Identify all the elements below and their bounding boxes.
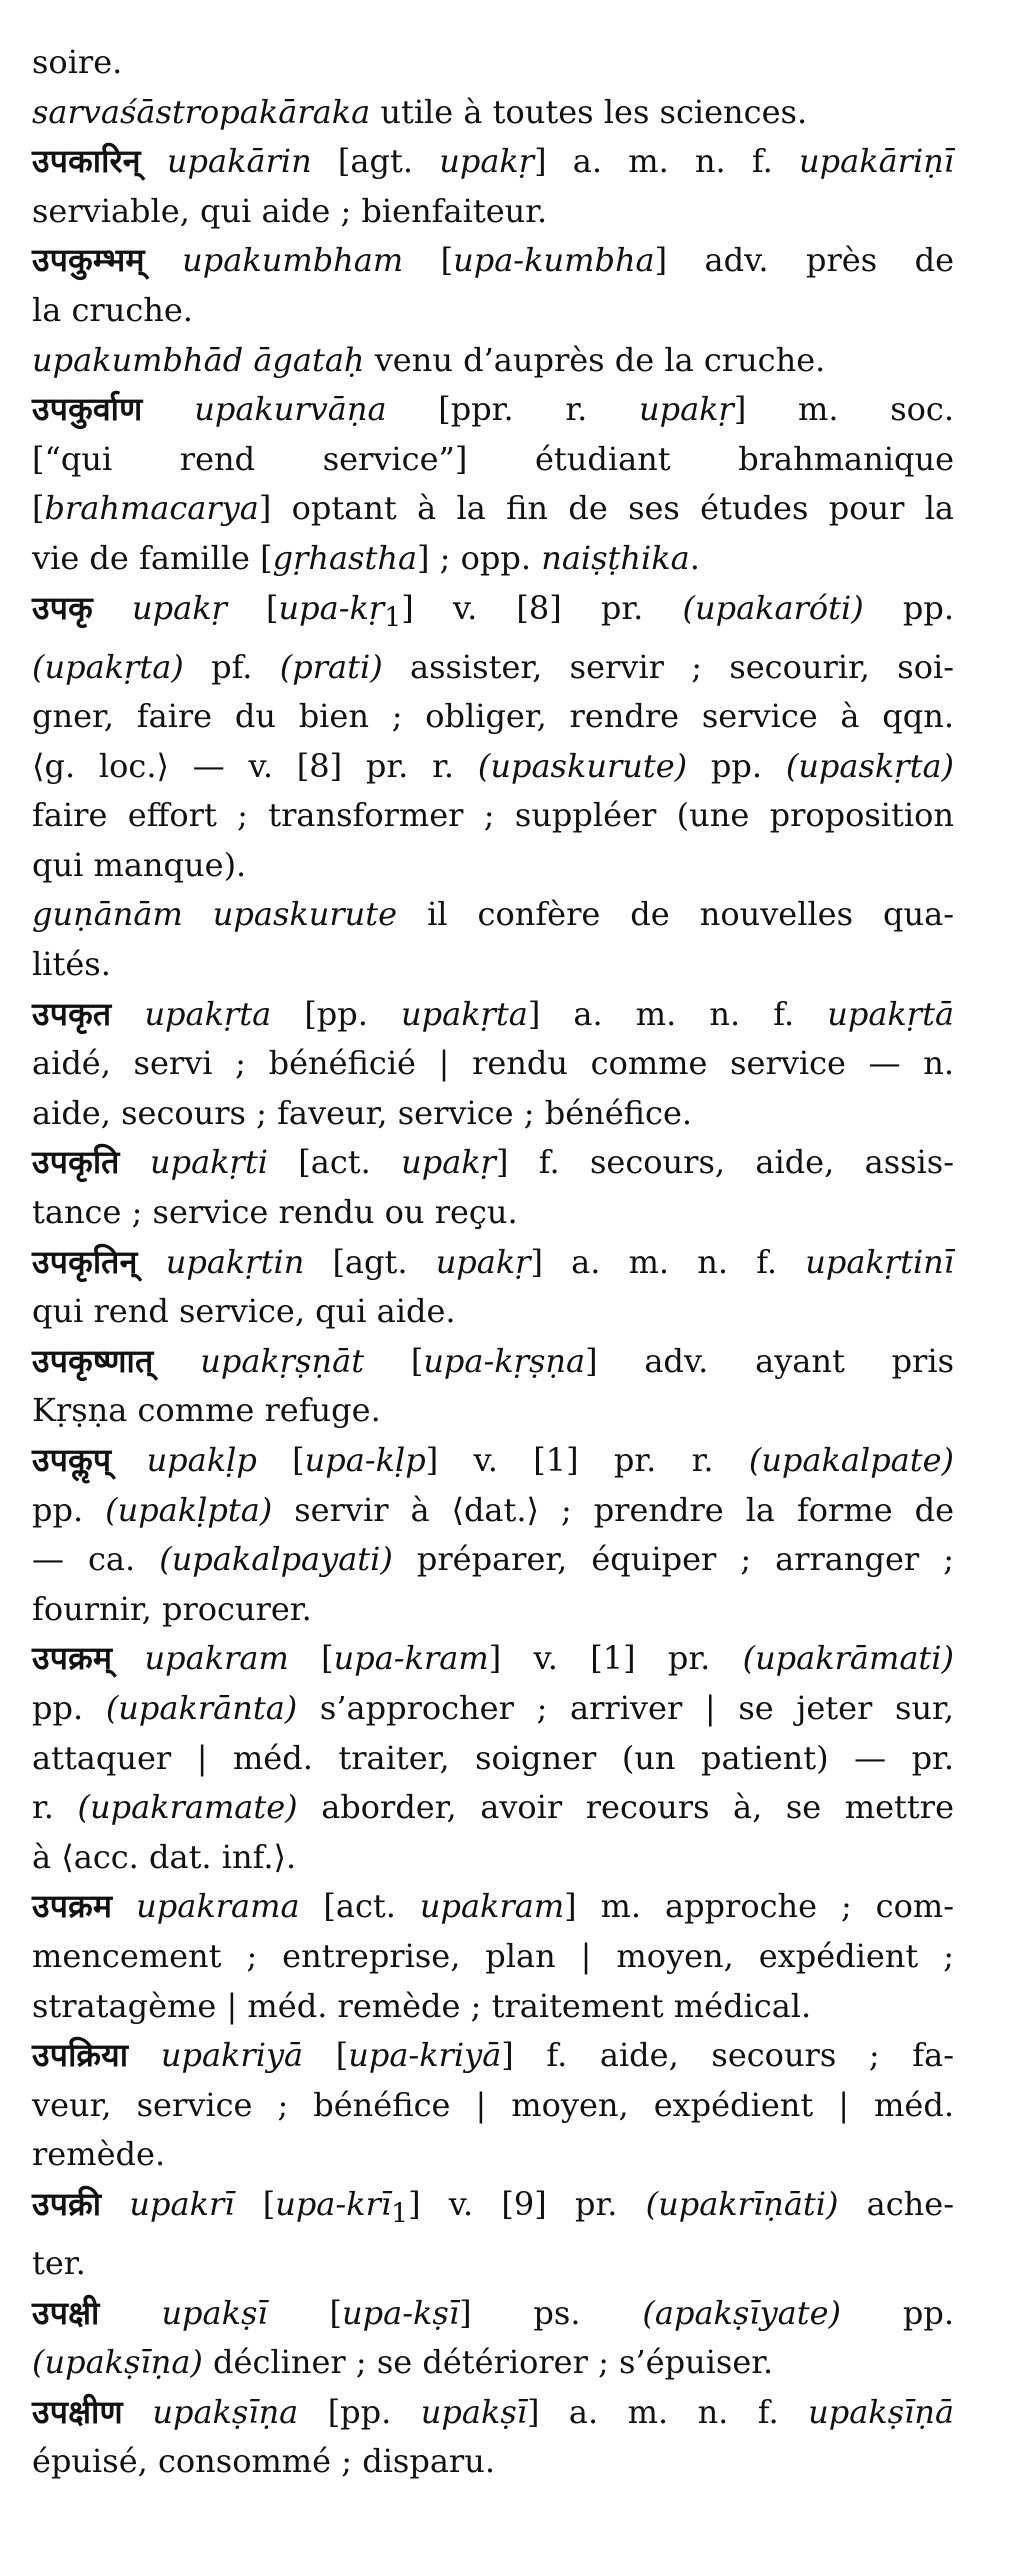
definition-text: ] a. m. n. f. <box>530 1242 806 1281</box>
definition-text <box>112 1639 144 1677</box>
definition-text: [ <box>403 241 454 280</box>
definition-text: servir à ⟨dat.⟩ ; prendre la forme de <box>272 1490 955 1529</box>
definition-text: mencement ; entreprise, plan | moyen, expédient ; <box>32 1936 954 1975</box>
entry-line <box>32 742 954 792</box>
entry-line <box>32 236 954 286</box>
entry-line <box>32 2388 954 2438</box>
entry-line <box>32 584 954 643</box>
definition-text: r. <box>32 1788 78 1827</box>
entry-line <box>32 2338 954 2388</box>
entry-line <box>32 1486 954 1536</box>
italic-term: upa-kram <box>333 1639 489 1678</box>
definition-text: aide, secours ; faveur, service ; bénéfice. <box>32 1093 693 1132</box>
entry-line <box>32 2239 954 2289</box>
headword-devanagari: उपक्षी <box>32 2293 100 2332</box>
entry-line <box>32 286 954 336</box>
definition-text: ] ; opp. <box>417 538 542 577</box>
definition-text: tance ; service rendu ou reçu. <box>32 1193 518 1232</box>
entry-line <box>32 1982 954 2032</box>
entry-line <box>32 2289 954 2339</box>
definition-text: ] a. m. n. f. <box>534 142 800 181</box>
definition-text: fournir, procurer. <box>32 1589 312 1628</box>
dictionary-entry <box>32 1337 954 1436</box>
italic-term: upakṣīṇā <box>808 2392 955 2431</box>
italic-term: upa-kṛṣṇa <box>423 1341 586 1380</box>
definition-text <box>100 2294 162 2332</box>
definition-text: décliner ; se détériorer ; s’épuiser. <box>202 2343 774 2382</box>
italic-term: (upakramate) <box>77 1788 298 1827</box>
entry-line <box>32 1833 954 1883</box>
italic-term: (upakṣīṇa) <box>32 2343 203 2382</box>
definition-text: ] optant à la fin de ses études pour la <box>258 489 954 528</box>
italic-term: upa-kumbha <box>453 241 655 280</box>
dictionary-entry <box>32 1436 954 1634</box>
entry-line <box>32 1287 954 1337</box>
italic-term: naiṣṭhika <box>541 538 690 577</box>
definition-text: serviable, qui aide ; bienfaiteur. <box>32 191 548 230</box>
definition-text: [ <box>364 1341 424 1380</box>
italic-term: (upaskurute) <box>477 746 688 785</box>
subscript-number: 1 <box>391 2198 409 2230</box>
definition-text: — ca. <box>32 1540 160 1579</box>
dictionary-entry <box>32 584 954 990</box>
definition-text: . <box>689 538 700 577</box>
definition-text: il confère de nouvelles qua- <box>397 895 955 934</box>
italic-term: upa-krī <box>275 2184 392 2223</box>
definition-text: ache- <box>838 2184 955 2223</box>
headword-devanagari: उपकारिन् <box>32 142 141 181</box>
definition-text <box>112 1887 136 1925</box>
subscript-number: 1 <box>384 601 402 633</box>
definition-text: [ <box>288 1639 334 1678</box>
italic-term: upakāriṇī <box>799 142 955 181</box>
entry-line <box>32 692 954 742</box>
entry-line <box>32 1634 954 1684</box>
definition-text: épuisé, consommé ; disparu. <box>32 2442 495 2481</box>
italic-term: upakṣī <box>161 2293 268 2332</box>
definition-text: ] adv. ayant pris <box>585 1341 955 1380</box>
definition-text: pp. <box>32 1688 106 1727</box>
italic-term: upakṛta <box>401 994 528 1033</box>
entry-line <box>32 435 954 485</box>
headword-devanagari: उपकृ <box>32 588 93 627</box>
headword-devanagari: उपक्रिया <box>32 2036 129 2075</box>
headword-devanagari: उपक्रम् <box>32 1639 113 1678</box>
definition-text: ] v. [8] pr. <box>401 588 683 627</box>
definition-text: pp. <box>863 588 955 627</box>
definition-text: aidé, servi ; bénéficié | rendu comme service — n. <box>32 1044 954 1083</box>
italic-term: (upakalpayati) <box>159 1540 393 1579</box>
dictionary-entry <box>32 990 954 1139</box>
italic-term: (prati) <box>279 647 383 686</box>
italic-term: sarvaśāstropakāraka <box>32 92 371 131</box>
definition-text: pp. <box>841 2293 955 2332</box>
entry-line <box>32 137 954 187</box>
dictionary-entry <box>32 38 954 137</box>
definition-text: ] f. secours, aide, assis- <box>495 1143 955 1182</box>
entry-line <box>32 38 954 88</box>
headword-devanagari: उपकृष्णात् <box>32 1341 154 1380</box>
italic-term: (upakalpate) <box>748 1441 955 1480</box>
definition-text <box>143 390 195 428</box>
definition-text: remède. <box>32 2135 166 2174</box>
entry-line <box>32 2130 954 2180</box>
headword-devanagari: उपक्षीण <box>32 2392 123 2431</box>
definition-text <box>145 241 182 279</box>
entry-line <box>32 1089 954 1139</box>
entry-line <box>32 1585 954 1635</box>
entry-line <box>32 534 954 584</box>
italic-term: upakumbhād āgataḥ <box>32 340 365 379</box>
definition-text: ] a. m. n. f. <box>527 994 828 1033</box>
entry-line <box>32 2437 954 2487</box>
headword-devanagari: उपक्रम <box>32 1887 113 1926</box>
italic-term: upakurvāṇa <box>194 390 387 429</box>
definition-text <box>138 1243 166 1281</box>
italic-term: (upakrīṇāti) <box>645 2184 839 2223</box>
entry-line <box>32 88 954 138</box>
italic-term: upakṛtinī <box>805 1242 955 1281</box>
definition-text: [agt. <box>304 1242 436 1281</box>
italic-term: upa-kṣī <box>342 2293 460 2332</box>
dictionary-entry <box>32 2180 954 2289</box>
entry-line <box>32 1039 954 1089</box>
definition-text: vie de famille [ <box>32 538 273 577</box>
dictionary-entry <box>32 2289 954 2388</box>
definition-text: [ <box>32 489 45 528</box>
entry-line <box>32 940 954 990</box>
italic-term: upakṛ <box>638 390 734 429</box>
headword-devanagari: उपकुर्वाण <box>32 390 143 429</box>
entry-line <box>32 841 954 891</box>
dictionary-entry <box>32 1634 954 1882</box>
definition-text: ] m. approche ; com- <box>564 1887 955 1926</box>
italic-term: upakṛ <box>439 142 535 181</box>
entry-line <box>32 990 954 1040</box>
italic-term: upa-kṛ <box>278 588 385 627</box>
italic-term: upakram <box>419 1887 565 1926</box>
italic-term: upakṛta <box>144 994 272 1033</box>
definition-text: attaquer | méd. traiter, soigner (un patient) — pr. <box>32 1738 954 1777</box>
definition-text: soire. <box>32 43 123 81</box>
italic-term: upakṣī <box>420 2392 527 2431</box>
entry-line <box>32 643 954 693</box>
entry-line <box>32 890 954 940</box>
italic-term: upakṛtā <box>827 994 955 1033</box>
definition-text: [ <box>267 2293 343 2332</box>
definition-text: s’approcher ; arriver | se jeter sur, <box>297 1688 955 1727</box>
definition-text: ⟨g. loc.⟩ — v. [8] pr. r. <box>32 746 478 785</box>
headword-devanagari: उपक्री <box>32 2184 102 2223</box>
dictionary-entry <box>32 1138 954 1237</box>
definition-text: ] ps. <box>459 2293 643 2332</box>
definition-text <box>93 589 132 627</box>
entry-line <box>32 1436 954 1486</box>
entry-line <box>32 2031 954 2081</box>
entry-line <box>32 187 954 237</box>
entry-line <box>32 1238 954 1288</box>
definition-text: [pp. <box>298 2392 421 2431</box>
definition-text: gner, faire du bien ; obliger, rendre service à qqn. <box>32 697 954 736</box>
definition-text <box>128 2036 161 2074</box>
definition-text: Kṛṣṇa comme refuge. <box>32 1391 381 1430</box>
definition-text: pp. <box>687 746 786 785</box>
entry-line <box>32 1188 954 1238</box>
italic-term: upa-kḷp <box>304 1441 426 1480</box>
entry-line <box>32 1535 954 1585</box>
italic-term: upakriyā <box>160 2036 304 2075</box>
italic-term: upakārin <box>166 142 312 181</box>
italic-term: (upakṛta) <box>32 647 184 686</box>
definition-text: pf. <box>183 647 280 686</box>
italic-term: (upakrānta) <box>105 1688 298 1727</box>
definition-text: venu d’auprès de la cruche. <box>364 340 826 379</box>
definition-text: ] v. [1] pr. <box>488 1639 743 1678</box>
definition-text: aborder, avoir recours à, se mettre <box>297 1788 955 1827</box>
italic-term: upakrī <box>129 2184 235 2223</box>
definition-text: ] adv. près de <box>654 241 954 280</box>
definition-text <box>111 1441 146 1479</box>
dictionary-entry <box>32 236 954 385</box>
definition-text: utile à toutes les sciences. <box>370 92 808 131</box>
definition-text: ] f. aide, secours ; fa- <box>501 2036 955 2075</box>
italic-term: upakṛṣṇāt <box>200 1341 365 1380</box>
dictionary-entry <box>32 1882 954 2031</box>
entry-line <box>32 1386 954 1436</box>
entry-line <box>32 1138 954 1188</box>
definition-text: assister, servir ; secourir, soi- <box>382 647 955 686</box>
italic-term: (upakḷpta) <box>105 1490 273 1529</box>
definition-text: [“qui rend service”] étudiant brahmanique <box>32 439 954 478</box>
definition-text: [act. <box>299 1887 420 1926</box>
definition-text: qui manque). <box>32 845 247 884</box>
definition-text <box>123 2393 152 2431</box>
definition-text: à ⟨acc. dat. inf.⟩. <box>32 1837 297 1876</box>
dictionary-entry <box>32 1238 954 1337</box>
definition-text: [ <box>303 2036 349 2075</box>
definition-text: faire effort ; transformer ; suppléer (une proposition <box>32 796 954 835</box>
definition-text: [agt. <box>311 142 440 181</box>
italic-term: brahmacarya <box>44 489 259 528</box>
headword-devanagari: उपकृतिन् <box>32 1242 138 1281</box>
entry-line <box>32 385 954 435</box>
definition-text <box>111 995 144 1033</box>
italic-term: upakṛtin <box>165 1242 305 1281</box>
definition-text: ] m. soc. <box>733 390 955 429</box>
headword-devanagari: उपकृति <box>32 1143 120 1182</box>
entry-line <box>32 1684 954 1734</box>
definition-text: stratagème | méd. remède ; traitement médical. <box>32 1986 812 2025</box>
definition-text: la cruche. <box>32 290 193 329</box>
headword-devanagari: उपकॢप् <box>32 1441 112 1480</box>
definition-text: préparer, équiper ; arranger ; <box>392 1540 955 1579</box>
italic-term: guṇānām upaskurute <box>32 895 398 934</box>
definition-text: ] v. [1] pr. r. <box>425 1441 749 1480</box>
italic-term: (upakaróti) <box>682 588 864 627</box>
entry-line <box>32 1734 954 1784</box>
entry-line <box>32 1882 954 1932</box>
definition-text: [ <box>256 1441 305 1480</box>
definition-text: [ppr. r. <box>386 390 639 429</box>
definition-text: qui rend service, qui aide. <box>32 1292 456 1331</box>
definition-text: [pp. <box>271 994 402 1033</box>
definition-text: lités. <box>32 945 111 984</box>
italic-term: (upakrāmati) <box>742 1639 954 1678</box>
italic-term: upakrama <box>136 1887 300 1926</box>
italic-term: upa-kriyā <box>348 2036 502 2075</box>
entry-line <box>32 791 954 841</box>
dictionary-entry <box>32 2388 954 2487</box>
definition-text <box>141 142 167 180</box>
definition-text: pp. <box>32 1490 106 1529</box>
entry-line <box>32 2081 954 2131</box>
definition-text: veur, service ; bénéfice | moyen, expédient | méd. <box>32 2085 954 2124</box>
italic-term: (upaskṛta) <box>785 746 955 785</box>
definition-text: [act. <box>267 1143 402 1182</box>
entry-line <box>32 1783 954 1833</box>
definition-text: ] v. [9] pr. <box>408 2184 646 2223</box>
definition-text: [ <box>226 588 279 627</box>
italic-term: upakṛ <box>435 1242 531 1281</box>
entry-line <box>32 1932 954 1982</box>
definition-text <box>120 1143 150 1181</box>
definition-text <box>101 2185 129 2223</box>
headword-devanagari: उपकृत <box>32 994 112 1033</box>
italic-term: upakṛ <box>401 1143 496 1182</box>
italic-term: upakḷp <box>146 1441 257 1480</box>
definition-text <box>153 1342 200 1380</box>
dictionary-entry <box>32 137 954 236</box>
dictionary-entry <box>32 385 954 583</box>
entry-line <box>32 484 954 534</box>
entry-line <box>32 2180 954 2239</box>
italic-term: upakram <box>144 1639 289 1678</box>
dictionary-entry <box>32 2031 954 2180</box>
italic-term: upakṣīṇa <box>152 2392 299 2431</box>
entry-line <box>32 1337 954 1387</box>
italic-term: upakṛti <box>149 1143 268 1182</box>
italic-term: upakumbham <box>182 241 404 280</box>
headword-devanagari: उपकुम्भम् <box>32 241 145 280</box>
definition-text: [ <box>234 2184 276 2223</box>
italic-term: (apakṣīyate) <box>642 2293 841 2332</box>
italic-term: gṛhastha <box>272 538 418 577</box>
definition-text: ter. <box>32 2243 86 2282</box>
italic-term: upakṛ <box>132 588 227 627</box>
definition-text: ] a. m. n. f. <box>526 2392 809 2431</box>
entry-line <box>32 336 954 386</box>
